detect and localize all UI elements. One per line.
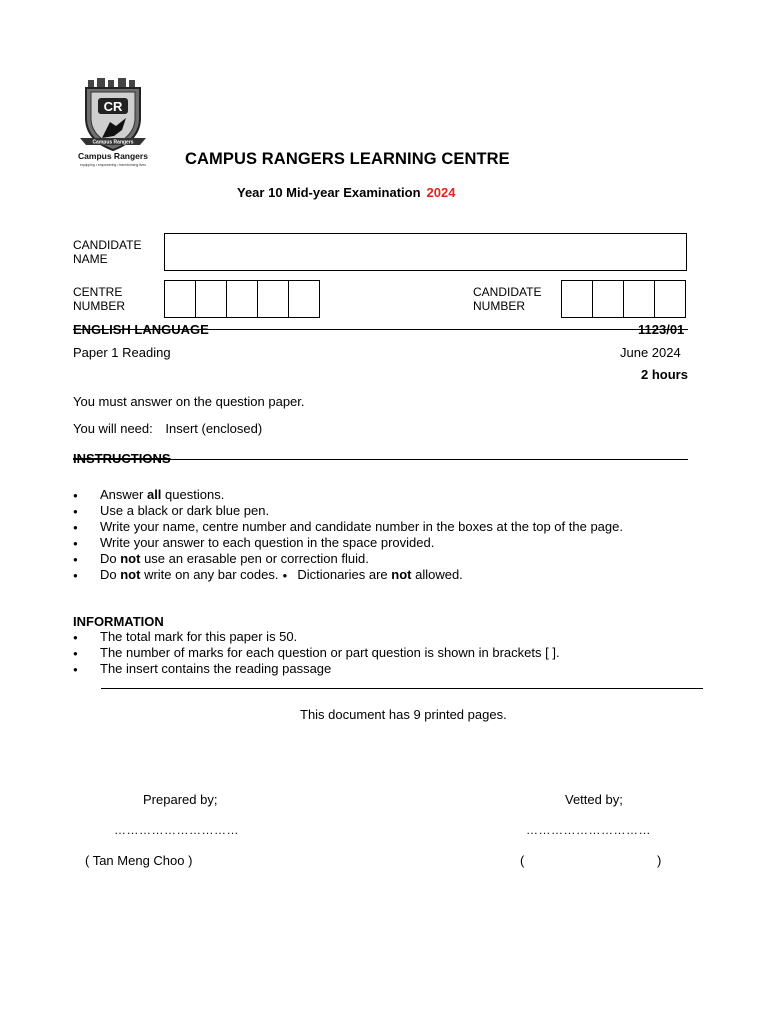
candidate-number-digit-box[interactable] xyxy=(654,280,686,318)
candidate-number-digit-box[interactable] xyxy=(561,280,593,318)
centre-number-label-line1: CENTRE xyxy=(73,285,123,299)
information-divider xyxy=(101,688,703,689)
vetted-name-close: ) xyxy=(657,853,662,868)
candidate-number-label xyxy=(473,286,563,313)
centre-number-label xyxy=(73,286,163,313)
instructions-list xyxy=(73,487,623,584)
information-list xyxy=(73,629,560,677)
instruction-item: ● Do not use an erasable pen or correction fluid. xyxy=(73,551,623,567)
prepared-by-label: Prepared by; xyxy=(143,792,218,807)
candidate-number-digit-box[interactable] xyxy=(592,280,624,318)
centre-number-digit-box[interactable] xyxy=(257,280,289,318)
bullet-icon: ● xyxy=(282,571,288,580)
prepared-signature-line: ………………………… xyxy=(114,823,239,837)
centre-number-boxes xyxy=(164,280,319,318)
candidate-number-label-line2: NUMBER xyxy=(473,298,526,313)
information-heading: INFORMATION xyxy=(73,614,164,629)
candidate-number-digit-box[interactable] xyxy=(623,280,655,318)
centre-number-digit-box[interactable] xyxy=(226,280,258,318)
materials-needed xyxy=(73,421,262,436)
vetted-signature-line: ………………………… xyxy=(526,823,651,837)
candidate-name-field[interactable] xyxy=(164,233,687,271)
candidate-name-label-line1: CANDIDATE xyxy=(73,238,142,252)
paper-name: Paper 1 Reading xyxy=(73,345,171,360)
centre-number-digit-box[interactable] xyxy=(195,280,227,318)
exam-title-text: Year 10 Mid-year Examination xyxy=(237,185,421,200)
candidate-name-label-line2: NAME xyxy=(73,251,108,266)
information-item: ● The total mark for this paper is 50. xyxy=(73,629,560,645)
answer-note: You must answer on the question paper. xyxy=(73,394,305,409)
centre-number-digit-box[interactable] xyxy=(164,280,196,318)
candidate-number-label-line1: CANDIDATE xyxy=(473,285,542,299)
svg-text:Campus Rangers: Campus Rangers xyxy=(92,139,134,146)
organization-name: CAMPUS RANGERS LEARNING CENTRE xyxy=(185,150,510,168)
candidate-number-boxes xyxy=(561,280,685,318)
svg-text:equipping • empowering • trans: equipping • empowering • transforming lives xyxy=(80,163,146,167)
information-item: ● The insert contains the reading passage xyxy=(73,661,560,677)
vetted-name-open: ( xyxy=(520,853,525,868)
materials-label: You will need: xyxy=(73,421,153,436)
prepared-by-name: ( Tan Meng Choo ) xyxy=(85,853,193,868)
centre-number-label-line2: NUMBER xyxy=(73,298,126,313)
instructions-heading: INSTRUCTIONS xyxy=(73,451,171,466)
materials-item: Insert (enclosed) xyxy=(165,421,263,436)
exam-title xyxy=(237,185,455,200)
instruction-item: ● Write your answer to each question in the space provided. xyxy=(73,535,623,551)
vetted-by-label: Vetted by; xyxy=(565,792,623,807)
page-count-note: This document has 9 printed pages. xyxy=(300,707,507,722)
candidate-name-label xyxy=(73,239,163,266)
centre-number-digit-box[interactable] xyxy=(288,280,320,318)
svg-text:CR: CR xyxy=(103,99,123,114)
information-item: ● The number of marks for each question or part question is shown in brackets [ ]. xyxy=(73,645,560,661)
campus-rangers-logo xyxy=(74,78,156,170)
exam-year: 2024 xyxy=(426,185,456,200)
svg-text:Campus Rangers: Campus Rangers xyxy=(78,151,148,161)
paper-date: June 2024 xyxy=(620,345,681,360)
instruction-item: ● Use a black or dark blue pen. xyxy=(73,503,623,519)
subject-name: ENGLISH LANGUAGE xyxy=(73,322,209,337)
paper-code: 1123/01 xyxy=(638,322,685,337)
instruction-item: ● Answer all questions. xyxy=(73,487,623,503)
paper-duration: 2 hours xyxy=(641,367,688,382)
instruction-item: ● Write your name, centre number and candidate number in the boxes at the top of the page. xyxy=(73,519,623,535)
instruction-item: ● Do not write on any bar codes. ● Dictionaries are not allowed. xyxy=(73,567,623,584)
